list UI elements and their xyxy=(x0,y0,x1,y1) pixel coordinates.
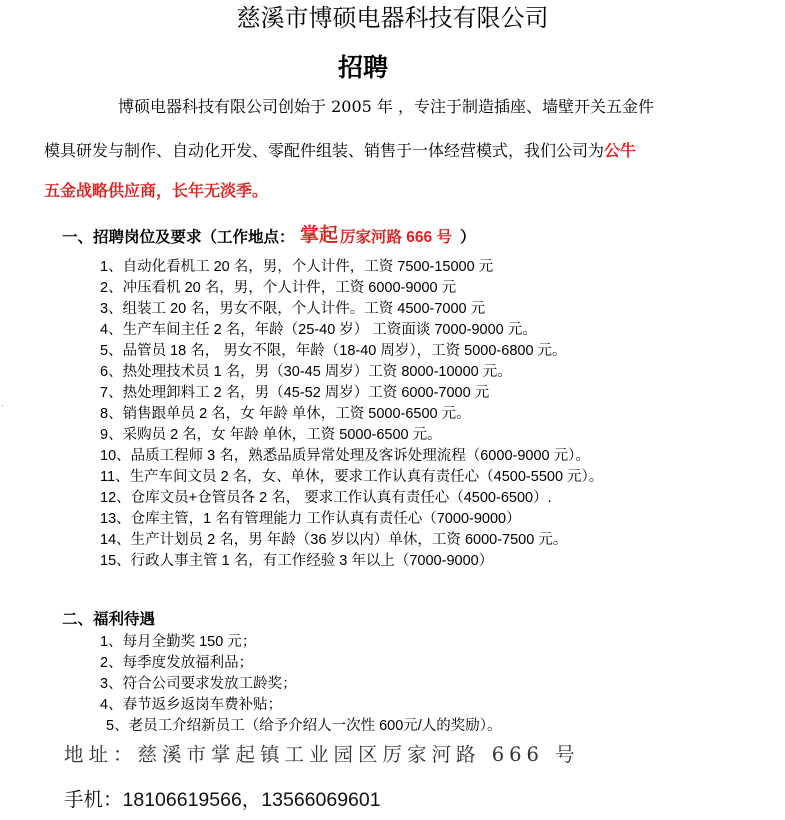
benefit-item: 3、符合公司要求发放工龄奖； xyxy=(100,676,297,692)
job-item: 5、品管员 18 名， 男女不限，年龄（18-40 周岁），工资 5000-6800 元。 xyxy=(100,343,567,359)
job-item: 11、生产车间文员 2 名，女、单休，要求工作认真有责任心（4500-5500 元）。 xyxy=(100,469,604,485)
job-item: 1、自动化看机工 20 名，男，个人计件，工资 7500-15000 元 xyxy=(100,259,494,275)
intro-line-2 xyxy=(44,140,636,162)
section2-title: 二、福利待遇 xyxy=(62,611,156,628)
benefit-item: 2、每季度发放福利品； xyxy=(100,655,254,671)
job-item: 9、采购员 2 名，女 年龄 单休，工资 5000-6500 元。 xyxy=(100,427,442,443)
benefit-item: 5、老员工介绍新员工（给予介绍人一次性 600元/人的奖励）。 xyxy=(106,718,502,734)
section1-location-town: 掌起 xyxy=(300,225,339,246)
company-name: 慈溪市博硕电器科技有限公司 xyxy=(236,5,549,32)
job-item: 15、行政人事主管 1 名，有工作经验 3 年以上（7000-9000） xyxy=(100,553,494,569)
intro-line-3-highlight: 五金战略供应商，长年无淡季。 xyxy=(44,181,269,200)
job-item: 7、热处理卸料工 2 名，男（45-52 周岁）工资 6000-7000 元 xyxy=(100,385,490,401)
section1-location-road: 厉家河路 666 号 xyxy=(340,229,452,246)
job-item: 3、组装工 20 名，男女不限，个人计件。工资 4500-7000 元 xyxy=(100,301,486,317)
job-item: 8、销售跟单员 2 名，女 年龄 单休，工资 5000-6500 元。 xyxy=(100,406,471,422)
job-item: 2、冲压看机 20 名，男，个人计件，工资 6000-9000 元 xyxy=(100,280,457,296)
job-item: 10、品质工程师 3 名，熟悉品质异常处理及客诉处理流程（6000-9000 元）。 xyxy=(100,448,590,464)
benefit-item: 4、春节返乡返岗车费补贴； xyxy=(100,697,283,713)
contact-phone: 手机：18106619566，13566069601 xyxy=(64,789,381,811)
job-item: 6、热处理技术员 1 名，男（30-45 周岁）工资 8000-10000 元。 xyxy=(100,364,512,380)
job-item: 14、生产计划员 2 名，男 年龄（36 岁以内）单休，工资 6000-7500 元。 xyxy=(100,532,568,548)
company-address: 地址：慈溪市掌起镇工业园区厉家河路 666 号 xyxy=(64,743,580,766)
page-heading: 招聘 xyxy=(338,53,389,82)
intro-line-1: 博硕电器科技有限公司创始于 2005 年 ，专注于制造插座、墙壁开关五金件 xyxy=(118,97,654,116)
stray-mark: · xyxy=(1,401,4,410)
benefit-item: 1、每月全勤奖 150 元； xyxy=(100,634,257,650)
intro-highlight-brand: 公牛 xyxy=(604,141,637,160)
intro-line-2-text: 模具研发与制作、自动化开发、零配件组装、销售于一体经营模式，我们公司为 xyxy=(44,141,605,160)
job-item: 12、仓库文员+仓管员各 2 名， 要求工作认真有责任心（4500-6500）. xyxy=(100,490,552,506)
job-item: 4、生产车间主任 2 名，年龄（25-40 岁） 工资面谈 7000-9000 元。 xyxy=(100,322,537,338)
section1-title-close: ） xyxy=(460,229,476,246)
section1-title: 一、招聘岗位及要求（工作地点： xyxy=(62,229,295,246)
job-item: 13、仓库主管，1 名有管理能力 工作认真有责任心（7000-9000） xyxy=(100,511,521,527)
